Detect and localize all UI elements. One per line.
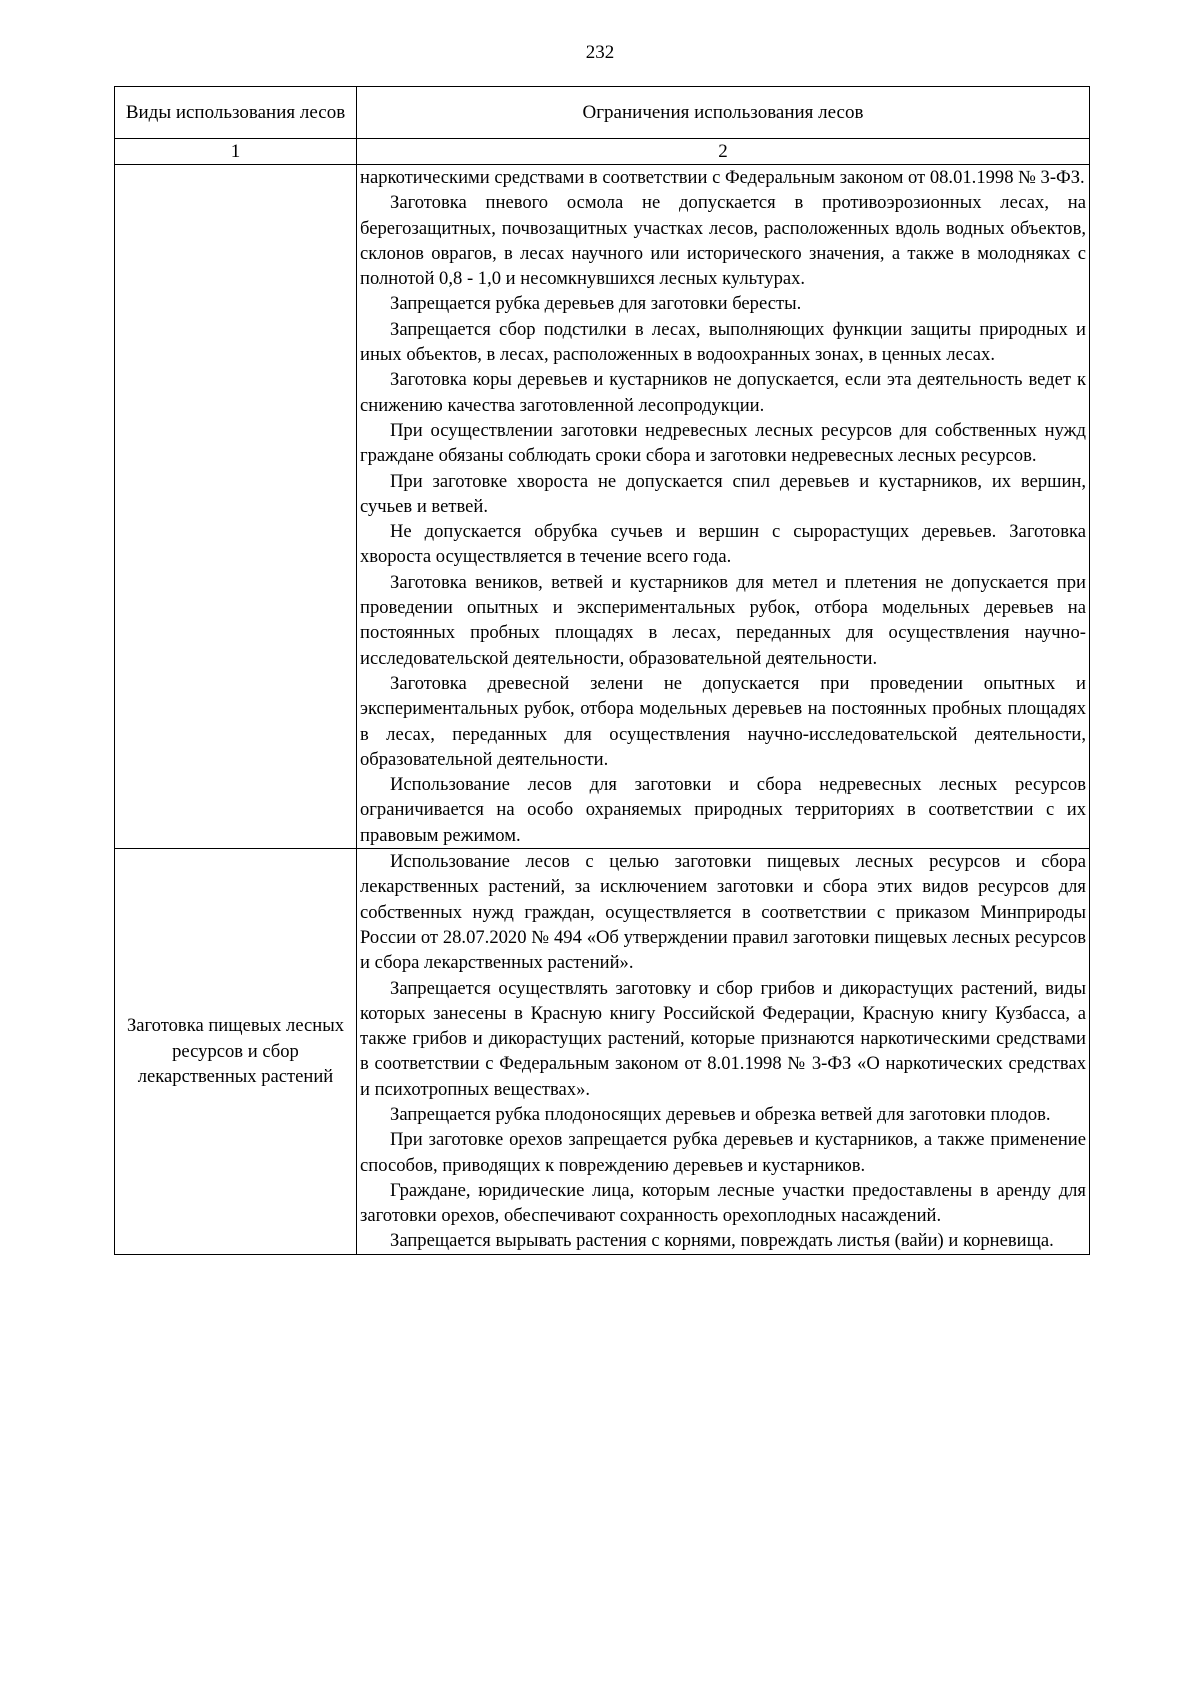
page-number: 232 xyxy=(585,42,615,63)
row-label-food-resources: Заготовка пищевых лесных ресурсов и сбор лекарственных растений xyxy=(115,849,357,1255)
column-number-1: 1 xyxy=(115,139,357,165)
table-row xyxy=(115,165,1090,849)
restriction-paragraph: Заготовка древесной зелени не допускается при проведении опытных и экспериментальных рубок, отбора модельных деревьев на постоянных пробных площадях в лесах, переданных для осуществления научно-исследовательской деятельности, образовательной деятельности. xyxy=(360,672,1086,770)
restriction-paragraph: Запрещается рубка деревьев для заготовки бересты. xyxy=(390,293,802,315)
restriction-paragraph: Запрещается осуществлять заготовку и сбор грибов и дикорастущих растений, виды которых занесены в Красную книгу Российской Федерации, Красную книгу Кузбасса, а также грибов и дикорастущих растений, которые признаются наркотическими средствами в соответствии с Федеральным законом от 8.01.1998 № 3-ФЗ «О наркотических средствах и психотропных веществах». xyxy=(360,977,1086,1100)
restrictions-cell xyxy=(357,165,1090,849)
restriction-paragraph: Не допускается обрубка сучьев и вершин с сырорастущих деревьев. Заготовка хвороста осуществляется в течение всего года. xyxy=(360,521,1086,568)
table-header-row xyxy=(115,87,1090,139)
restriction-paragraph: Запрещается рубка плодоносящих деревьев и обрезка ветвей для заготовки плодов. xyxy=(390,1103,1051,1125)
restriction-paragraph: Граждане, юридические лица, которым лесные участки предоставлены в аренду для заготовки орехов, обеспечивают сохранность орехоплодных насаждений. xyxy=(360,1179,1086,1227)
restriction-paragraph: Использование лесов с целью заготовки пищевых лесных ресурсов и сбора лекарственных растений, за исключением заготовки и сбора этих видов ресурсов для собственных нужд граждан, осуществляется в соответствии с приказом Минприроды России от 28.07.2020 № 494 «Об утверждении правил заготовки пищевых лесных ресурсов и сбора лекарственных растений». xyxy=(360,851,1086,974)
restriction-paragraph: Заготовка веников, ветвей и кустарников для метел и плетения не допускается при проведении опытных и экспериментальных рубок, отбора модельных деревьев на постоянных пробных площадях в лесах, переданных для осуществления научно-исследовательской деятельности, образовательной деятельности. xyxy=(360,571,1086,669)
restriction-paragraph: Запрещается вырывать растения с корнями, повреждать листья (вайи) и корневища. xyxy=(390,1230,1054,1252)
restriction-paragraph: Заготовка пневого осмола не допускается в противоэрозионных лесах, на берегозащитных, почвозащитных участках лесов, расположенных вдоль водных объектов, склонов оврагов, в лесах научного или исторического значения, а также в молодняках с полнотой 0,8 - 1,0 и несомкнувшихся лесных культурах. xyxy=(360,192,1086,290)
restriction-paragraph: При осуществлении заготовки недревесных лесных ресурсов для собственных нужд граждане обязаны соблюдать сроки сбора и заготовки недревесных лесных ресурсов. xyxy=(360,419,1086,467)
restriction-paragraph: наркотическими средствами в соответствии с Федеральным законом от 08.01.1998 № 3-ФЗ. xyxy=(360,167,1085,188)
restriction-paragraph: При заготовке орехов запрещается рубка деревьев и кустарников, а также применение способов, приводящих к повреждению деревьев и кустарников. xyxy=(360,1129,1086,1176)
column-number-row xyxy=(115,139,1090,165)
restrictions-cell xyxy=(357,849,1090,1255)
column-number-2: 2 xyxy=(357,139,1090,165)
restriction-paragraph: Заготовка коры деревьев и кустарников не допускается, если эта деятельность ведет к снижению качества заготовленной лесопродукции. xyxy=(360,369,1086,416)
restriction-paragraph: Использование лесов для заготовки и сбора недревесных лесных ресурсов ограничивается на особо охраняемых природных территориях в соответствии с их правовым режимом. xyxy=(360,774,1086,846)
restriction-paragraph: При заготовке хвороста не допускается спил деревьев и кустарников, их вершин, сучьев и ветвей. xyxy=(360,470,1086,517)
table-row xyxy=(115,849,1090,1255)
forest-use-restrictions-table xyxy=(114,86,1090,1255)
header-forest-use-types: Виды использования лесов xyxy=(115,87,357,139)
header-forest-use-restrictions: Ограничения использования лесов xyxy=(357,87,1090,139)
row-label-continued xyxy=(115,165,357,849)
restriction-paragraph: Запрещается сбор подстилки в лесах, выполняющих функции защиты природных и иных объектов, в лесах, расположенных в водоохранных зонах, в ценных лесах. xyxy=(360,318,1086,366)
